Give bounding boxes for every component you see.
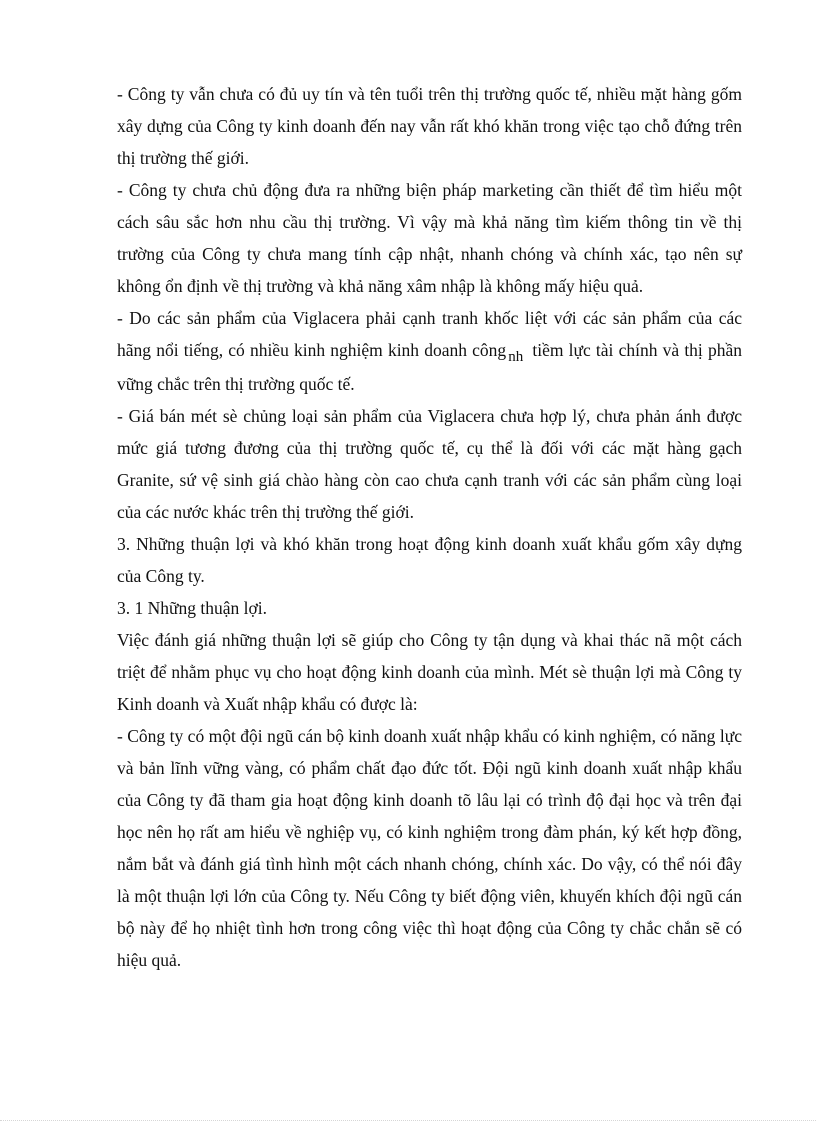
paragraph-intro: Việc đánh giá những thuận lợi sẽ giúp cho Công ty tận dụng và khai thác nã một cách triệt để nhằm phục vụ cho hoạt động kinh doanh của mình. Mét sè thuận lợi mà Công ty Kinh doanh và Xuất nhập khẩu có được là: [117, 630, 742, 714]
paragraph-bullet-marketing: - Công ty chưa chủ động đưa ra những biện pháp marketing cần thiết để tìm hiểu một cách sâu sắc hơn nhu cầu thị trường. Vì vậy mà khả năng tìm kiếm thông tin về thị trường của Công ty chưa mang tính cập nhật, nhanh chóng và chính xác, tạo nên sự không ổn định về thị trường và khả năng xâm nhập là không mấy hiệu quả. [117, 180, 742, 296]
document-body [117, 78, 742, 976]
misplaced-text-fragment: nh [508, 349, 524, 365]
section-heading: 3. Những thuận lợi và khó khăn trong hoạt động kinh doanh xuất khẩu gốm xây dựng của Công ty. [117, 534, 742, 586]
paragraph-bullet-pricing: - Giá bán mét sè chủng loại sản phẩm của Viglacera chưa hợp lý, chưa phản ánh được mức giá tương đương của thị trường quốc tế, cụ thể là đối với các mặt hàng gạch Granite, sứ vệ sinh giá chào hàng còn cao chưa cạnh tranh với các sản phẩm cùng loại của các nước khác trên thị trường thế giới. [117, 406, 742, 522]
paragraph-bullet-staff: - Công ty có một đội ngũ cán bộ kinh doanh xuất nhập khẩu có kinh nghiệm, có năng lực và bản lĩnh vững vàng, có phẩm chất đạo đức tốt. Đội ngũ kinh doanh xuất nhập khẩu của Công ty đã tham gia hoạt động kinh doanh tõ lâu lại có trình độ đại học và trên đại học nên họ rất am hiểu về nghiệp vụ, có kinh nghiệm trong đàm phán, ký kết hợp đồng, nắm bắt và đánh giá tình hình một cách nhanh chóng, chính xác. Do vậy, có thể nói đây là một thuận lợi lớn của Công ty. Nếu Công ty biết động viên, khuyến khích đội ngũ cán bộ này để họ nhiệt tình hơn trong công việc thì hoạt động của Công ty chắc chắn sẽ có hiệu quả. [117, 726, 742, 970]
subsection-heading: 3. 1 Những thuận lợi. [117, 598, 267, 618]
paragraph-bullet-competition [117, 302, 742, 400]
paragraph-bullet-reputation: - Công ty vẫn chưa có đủ uy tín và tên tuổi trên thị trường quốc tế, nhiều mặt hàng gốm xây dựng của Công ty kinh doanh đến nay vẫn rất khó khăn trong việc tạo chỗ đứng trên thị trường thế giới. [117, 84, 742, 168]
paragraph-text-after: tiềm lực tài chính và thị phần vững chắc trên thị trường quốc tế. [117, 340, 742, 394]
paragraph-text-before: - Do các sản phẩm của Viglacera phải cạnh tranh khốc liệt với các sản phẩm của các hãng nổi tiếng, có nhiều kinh nghiệm kinh doanh công [117, 308, 742, 360]
